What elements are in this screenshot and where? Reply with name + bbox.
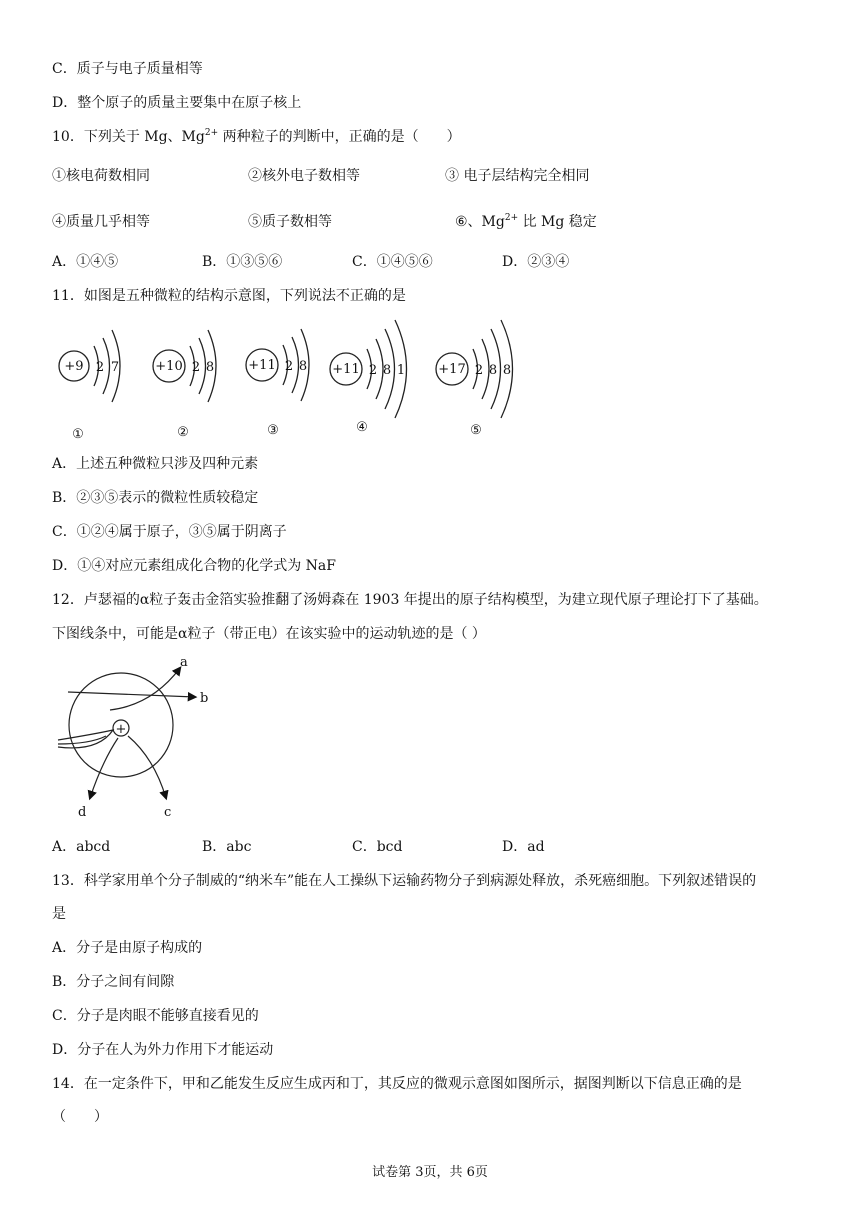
p5-shell-2: 8 [488, 363, 498, 378]
q12-option-d: D．ad [502, 839, 545, 855]
p1-nucleus: +9 [64, 359, 84, 374]
page-footer: 试卷第 3页，共 6页 [372, 1165, 488, 1180]
q14-stem-line2: （ ） [52, 1109, 108, 1125]
q10-statement-2: ②核外电子数相等 [248, 168, 360, 184]
p5-nucleus: +17 [438, 362, 466, 377]
q11-option-a: A．上述五种微粒只涉及四种元素 [52, 456, 259, 472]
p2-shell-2: 8 [205, 360, 215, 375]
q13-option-c: C．分子是肉眼不能够直接看见的 [52, 1008, 259, 1024]
p3-label: ③ [267, 423, 279, 438]
trajectory-c [128, 736, 166, 798]
p1-label: ① [72, 427, 84, 442]
q10-statement-3: ③ 电子层结构完全相同 [445, 168, 590, 184]
q10-statement-6 [455, 213, 597, 231]
p3-shell-1: 2 [284, 359, 294, 374]
p4-shell-3: 1 [396, 363, 406, 378]
p1-shell-1: 2 [95, 360, 105, 375]
trajectory-rebound-1 [58, 730, 113, 748]
p1-shell-2: 7 [110, 360, 120, 375]
label-d: d [78, 805, 87, 820]
q13-stem-line2: 是 [52, 906, 66, 922]
q10-statement-6-part1: ⑥、Mg [455, 214, 505, 230]
p2-label: ② [177, 425, 189, 440]
q11-option-b: B．②③⑤表示的微粒性质较稳定 [52, 490, 259, 506]
q10-option-d: D．②③④ [502, 254, 570, 270]
q10-option-a: A．①④⑤ [52, 254, 119, 270]
p3-nucleus: +11 [248, 358, 276, 373]
p5-shell-1: 2 [474, 363, 484, 378]
q13-option-b: B．分子之间有间隙 [52, 974, 175, 990]
p3-shell-2: 8 [298, 359, 308, 374]
trajectory-b [68, 692, 195, 697]
q10-stem-part2: 两种粒子的判断中，正确的是（ ） [218, 129, 461, 145]
q10-stem [52, 128, 461, 146]
q12-stem-line2: 下图线条中，可能是α粒子（带正电）在该实验中的运动轨迹的是（ ） [52, 626, 486, 642]
nucleus-sign: + [115, 722, 127, 737]
q9-option-d: D．整个原子的质量主要集中在原子核上 [52, 95, 302, 111]
q9-option-c: C．质子与电子质量相等 [52, 61, 203, 77]
q10-option-b: B．①③⑤⑥ [202, 254, 283, 270]
q10-stem-part1: 10．下列关于 Mg、Mg [52, 129, 205, 145]
label-b: b [200, 691, 209, 706]
q10-statement-6-part2: 比 Mg 稳定 [518, 214, 597, 230]
q13-option-d: D．分子在人为外力作用下才能运动 [52, 1042, 274, 1058]
atomic-structure-diagrams [40, 312, 540, 447]
q10-statement-1: ①核电荷数相同 [52, 168, 150, 184]
q12-option-a: A．abcd [52, 839, 111, 855]
q11-option-d: D．①④对应元素组成化合物的化学式为 NaF [52, 558, 336, 574]
p5-label: ⑤ [470, 423, 482, 438]
q10-option-c: C．①④⑤⑥ [352, 254, 433, 270]
p4-shell-2: 8 [382, 363, 392, 378]
q11-stem: 11．如图是五种微粒的结构示意图，下列说法不正确的是 [52, 288, 406, 304]
p4-shell-1: 2 [368, 363, 378, 378]
label-c: c [164, 805, 172, 820]
label-a: a [180, 655, 188, 670]
q10-statement-4: ④质量几乎相等 [52, 214, 150, 230]
trajectory-d [90, 738, 118, 798]
q13-stem-line1: 13．科学家用单个分子制威的“纳米车”能在人工操纵下运输药物分子到病源处释放，杀死癌细胞。下列叙述错误的 [52, 873, 757, 889]
p2-nucleus: +10 [155, 359, 183, 374]
p4-label: ④ [356, 420, 368, 435]
q13-option-a: A．分子是由原子构成的 [52, 940, 203, 956]
q10-stem-charge: 2+ [204, 128, 219, 138]
q11-option-c: C．①②④属于原子，③⑤属于阴离子 [52, 524, 287, 540]
p4-nucleus: +11 [332, 362, 360, 377]
p2-shell-1: 2 [191, 360, 201, 375]
q12-option-b: B．abc [202, 839, 252, 855]
q10-statement-6-charge: 2+ [504, 213, 519, 223]
q12-option-c: C．bcd [352, 839, 403, 855]
q12-stem-line1: 12．卢瑟福的α粒子轰击金箔实验推翻了汤姆森在 1903 年提出的原子结构模型，为建立现代原子理论打下了基础。 [52, 592, 768, 608]
alpha-scattering-diagram [50, 650, 220, 822]
p5-shell-3: 8 [502, 363, 512, 378]
trajectory-a [110, 668, 180, 710]
q14-stem-line1: 14．在一定条件下，甲和乙能发生反应生成丙和丁，其反应的微观示意图如图所示，据图判断以下信息正确的是 [52, 1076, 742, 1092]
q10-statement-5: ⑤质子数相等 [248, 214, 332, 230]
